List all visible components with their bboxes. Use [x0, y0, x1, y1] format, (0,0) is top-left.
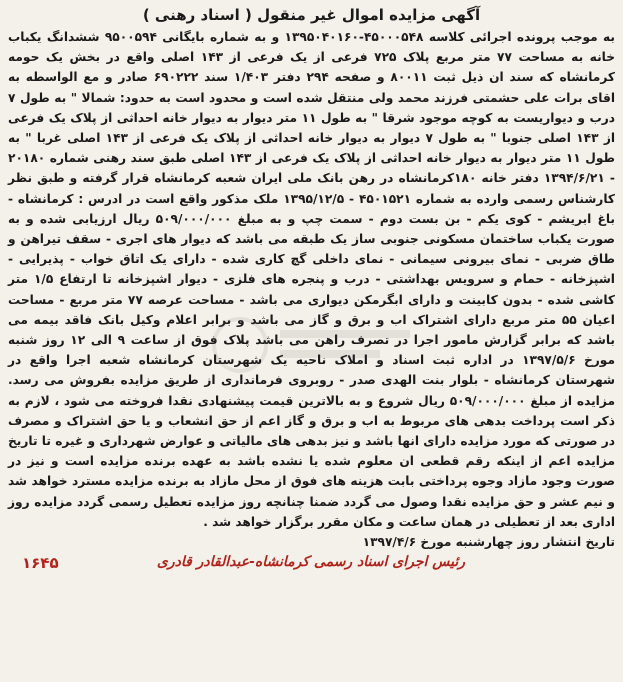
notice-body	[8, 27, 615, 532]
signature: رئیس اجرای اسناد رسمی کرمانشاه-عبدالقادر قادری	[156, 554, 465, 571]
publish-date: تاریخ انتشار روز چهارشنبه مورخ ۱۳۹۷/۴/۶	[362, 535, 615, 550]
notice-body-text: به موجب پرونده اجرائی کلاسه ۴۵۰۰۰۵۴۸-۱۳۹۵۰۴۰۱۶۰ و به شماره بایگانی ۹۵۰۰۵۹۴ ششدانگ یکباب خانه به مساحت ۷۷ متر مربع پلاک ۷۲۵ فرعی از یک فرعی از ۱۴۳ اصلی واقع در بخش یک حومه کرمانشاه که سند ان ذیل ثبت ۸۰۰۱۱ و صفحه ۲۹۴ دفتر ۱/۴۰۳ سند ۶۹۰۲۲۲ صادر و مع الواسطه به اقای برات علی حشمتی فرزند محمد ولی منتقل شده است و محدود است به حدود: شمالا " به طول ۷ درب و دیواریست به کوچه موجود شرقا " به طول ۱۱ متر دیوار به دیوار خانه احداثی از پلاک یک فرعی از ۱۴۳ اصلی جنوبا " به طول ۷ دیوار به دیوار خانه احداثی از پلاک یک فرعی از ۱۴۳ اصلی غربا " به طول ۱۱ متر دیوار به دیوار خانه احداثی از پلاک یک فرعی از ۱۴۳ اصلی طبق سند رهنی شماره ۲۰۱۸۰ - ۱۳۹۴/۶/۲۱ دفتر خانه ۱۸۰کرمانشاه در رهن بانک ملی ایران شعبه کرمانشاه قرار گرفته و طبق نظر کارشناس رسمی وارده به شماره ۴۵۰۱۵۲۱ - ۱۳۹۵/۱۲/۵ ملک مذکور واقع است در ادرس : کرمانشاه - باغ ابریشم - کوی یکم - بن بست دوم - سمت چپ و به مبلغ ۵۰۹/۰۰۰/۰۰۰ ریال ارزیابی شده و به صورت یکباب ساختمان مسکونی جنوبی ساز یک طبقه می باشد که دیوار های اجری - سقف تیراهن و طاق ضربی - نمای بیرونی سیمانی - نمای داخلی گچ کاری شده - دارای یک اتاق خواب - پذیرایی - اشپزخانه - حمام و سرویس بهداشتی - درب و پنجره های فلزی - دیوار اشپزخانه تا ارتفاع ۱/۵ متر کاشی شده - بدون کابینت و دارای ابگرمکن دیواری می باشد - مساحت عرصه ۷۷ متر مربع - مساحت اعیان ۵۵ متر مربع دارای اشتراک اب و برق و گاز می باشد و برابر اعلام وکیل بانک فاقد بیمه می باشد که برابر گزارش مامور اجرا در تصرف راهن می باشد پلاک فوق از ساعت ۹ الی ۱۲ روز شنبه مورخ ۱۳۹۷/۵/۶ در اداره ثبت اسناد و املاک ناحیه یک شهرستان کرمانشاه شعبه اجرا واقع در شهرستان کرمانشاه - بلوار بنت الهدی صدر - روبروی فرمانداری از طریق مزایده بفروش می رسد. مزایده از مبلغ ۵۰۹/۰۰۰/۰۰۰ ریال شروع و به بالاترین قیمت پیشنهادی نقدا فروخته می شود ، لازم به ذکر است پرداخت بدهی های مربوط به اب و برق و گاز اعم از حق انشعاب و یا حق اشتراک و مصرف در صورتی که مورد مزایده دارای انها باشد و نیز بدهی های مالیاتی و عوارض شهرداری و غیره تا تاریخ مزایده اعم از اینکه رقم قطعی ان معلوم شده یا نشده باشد به عهده برنده مزایده است و نیز در صورت وجود مازاد وجوه پرداختی بابت هزینه های فوق از محل مازاد به برنده مزایده مسترد خواهد شد و نیم عشر و حق مزایده نقدا وصول می گردد ضمنا چنانچه روز مزایده تعطیل رسمی گردد مزایده روز اداری بعد از تعطیلی در همان ساعت و مکان مقرر برگزار خواهد شد .	[8, 30, 616, 529]
notice-footer	[8, 552, 615, 578]
ad-number: ۱۶۴۵	[22, 554, 59, 573]
notice-title: آگهی مزایده اموال غیر منقول ( اسناد رهنی )	[142, 6, 481, 24]
